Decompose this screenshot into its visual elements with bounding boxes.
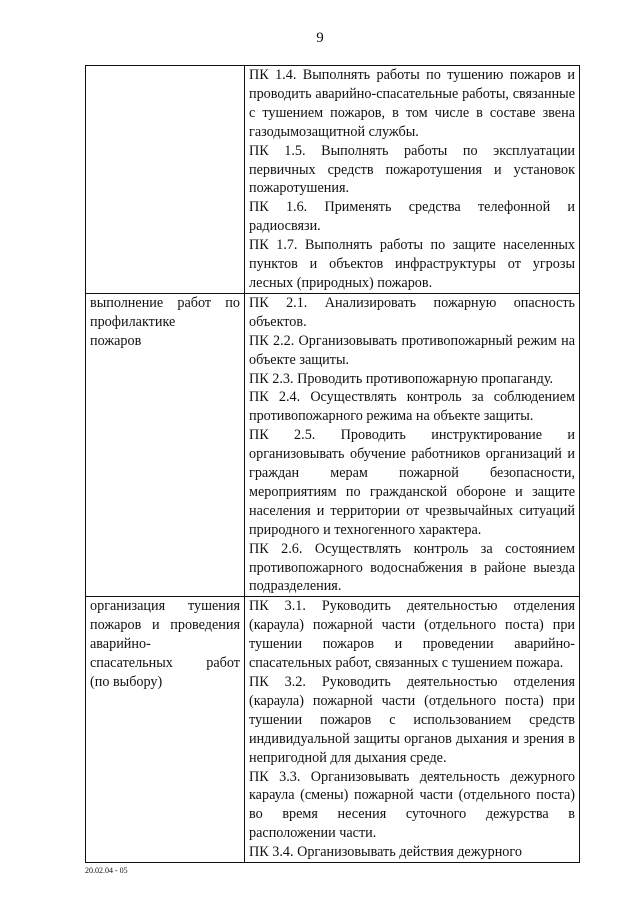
competency-item: ПК 2.1. Анализировать пожарную опасность объектов. (249, 294, 575, 330)
competency-item: ПК 1.5. Выполнять работы по эксплуатации первичных средств пожаротушения и установок пожаротушения. (249, 142, 575, 197)
activity-line: спасательных работ (90, 655, 240, 672)
activity-line: пожаров и проведения (90, 617, 240, 634)
competency-item: ПК 2.4. Осуществлять контроль за соблюдением противопожарного режима на объекте защиты. (249, 389, 575, 425)
table-row (86, 293, 580, 597)
activity-line: (по выбору) (90, 674, 163, 690)
competency-item: ПК 1.4. Выполнять работы по тушению пожаров и проводить аварийно-спасательные работы, связанные с тушением пожаров, в том числе в составе звена газодымозащитной службы. (249, 67, 575, 140)
activity-cell (86, 293, 245, 597)
competencies-cell (245, 66, 580, 294)
competency-item: ПК 2.5. Проводить инструктирование и организовывать обучение работников организаций и граждан мерам пожарной безопасности, мероприятиям по гражданской обороне и защите населения и территории от чрезвычайных ситуаций природного и техногенного характера. (249, 427, 575, 538)
competency-item: ПК 1.6. Применять средства телефонной и радиосвязи. (249, 199, 575, 235)
competency-item: ПК 3.3. Организовывать деятельность дежурного караула (смены) пожарной части (отдельного поста) во время несения суточного дежурства в расположении части. (249, 768, 575, 842)
competency-item: ПК 3.2. Руководить деятельностью отделения (караула) пожарной части (отдельного поста) при тушении пожаров с использованием средств индивидуальной защиты органов дыхания и зрения в непригодной для дыхания среде. (249, 674, 575, 766)
competency-item: ПК 1.7. Выполнять работы по защите населенных пунктов и объектов инфраструктуры от угрозы лесных (природных) пожаров. (249, 237, 575, 291)
competency-item: ПК 2.6. Осуществлять контроль за состоянием противопожарного водоснабжения в районе выезда подразделения. (249, 540, 575, 595)
table-row (86, 597, 580, 863)
competencies-cell (245, 293, 580, 597)
activity-line: выполнение работ по (90, 294, 240, 311)
competency-item: ПК 3.4. Организовывать действия дежурного (249, 844, 522, 861)
competency-item: ПК 2.2. Организовывать противопожарный режим на объекте защиты. (249, 332, 575, 368)
activity-cell (86, 66, 245, 294)
competency-table (85, 65, 580, 863)
document-code: 20.02.04 - 05 (85, 866, 128, 875)
page-number: 9 (316, 30, 324, 46)
activity-line: пожаров (90, 332, 142, 349)
activity-line: профилактике (90, 313, 176, 330)
competency-item: ПК 2.3. Проводить противопожарную пропаганду. (249, 370, 554, 387)
activity-line: организация тушения (90, 598, 240, 615)
competencies-cell (245, 597, 580, 863)
competency-item: ПК 3.1. Руководить деятельностью отделения (караула) пожарной части (отдельного поста) при тушении пожаров и проведении аварийно-спасательных работ, связанных с тушением пожара. (249, 598, 575, 672)
activity-cell (86, 597, 245, 863)
table-row (86, 66, 580, 294)
activity-line: аварийно- (90, 636, 151, 653)
